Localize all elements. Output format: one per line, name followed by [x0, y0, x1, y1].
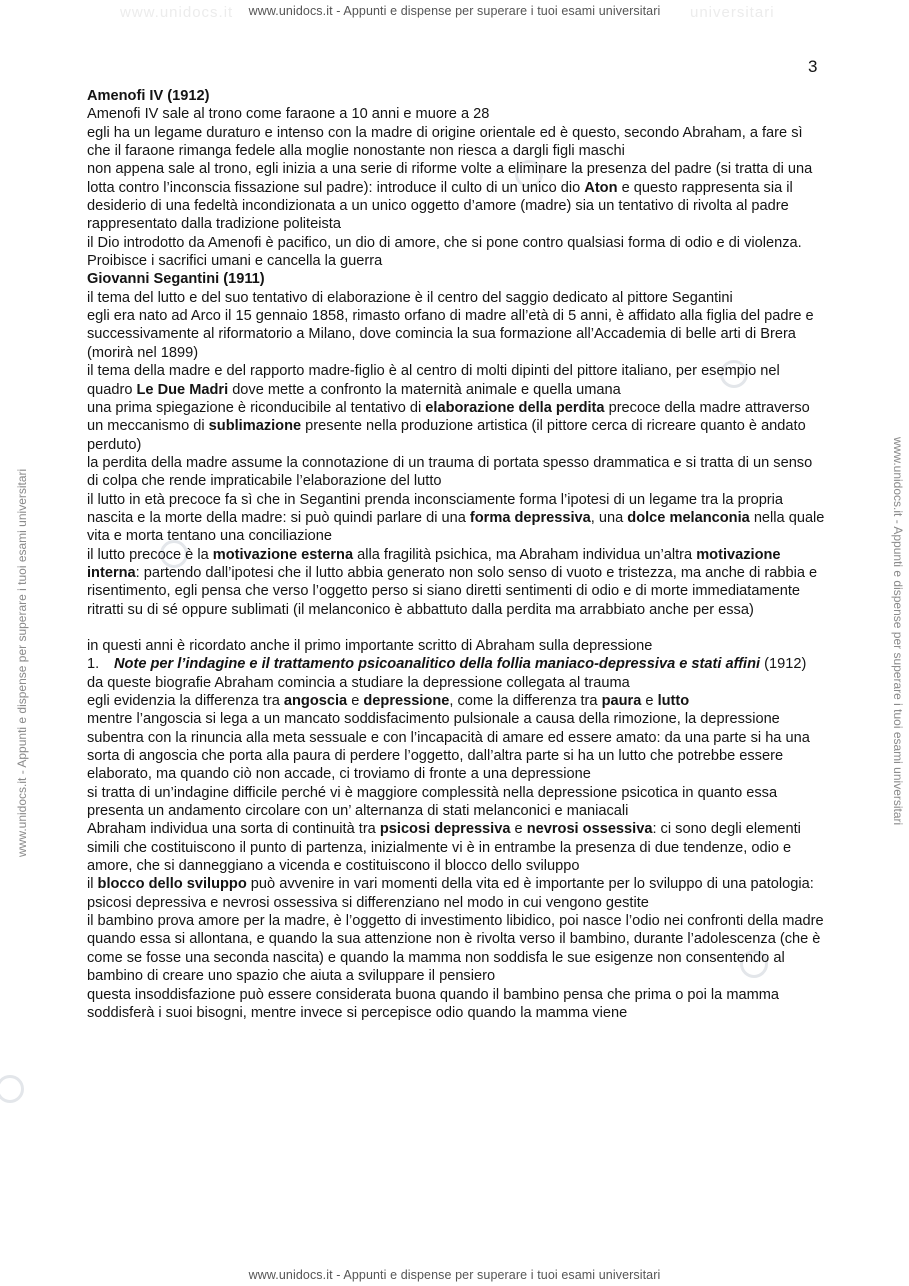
paragraph: egli evidenzia la differenza tra angoscia e depressione, come la differenza tra paura e lutto: [87, 693, 690, 709]
paragraph: mentre l’angoscia si lega a un mancato soddisfacimento pulsionale a causa della rimozione, la depressione subentra con la rinuncia alla meta sessuale e con l’incapacità di amare ed essere amato: da una parte si ha una sorta di angoscia che porta alla paura di perdere l’oggetto, dall’altra parte si ha un lutto che potrebbe essere elaborato, ma quando ciò non accade, ci troviamo di fronte a una depressione: [87, 711, 810, 783]
watermark-right-side: www.unidocs.it - Appunti e dispense per superare i tuoi esami universitari: [891, 437, 905, 826]
paragraph: il lutto in età precoce fa sì che in Segantini prenda inconsciamente forma l’ipotesi di un legame tra la propria nascita e la morte della madre: si può quindi parlare di una forma depressiva, una dolce melanconia nella quale vita e morta tentano una conciliazione: [87, 491, 825, 545]
paragraph: il lutto precoce è la motivazione esterna alla fragilità psichica, ma Abraham individua un’altra motivazione interna: partendo dall’ipotesi che il lutto abbia generato non solo senso di vuoto e tristezza, ma anche di rabbia e risentimento, egli pensa che verso l’oggetto perso si siano diretti sentimenti di odio e di morte immediatamente ritratti su di sé oppure sublimati (il melanconico è abbattuto dalla perdita ma arrabbiato anche per essa): [87, 546, 818, 618]
paragraph: da queste biografie Abraham comincia a studiare la depressione collegata al trauma: [87, 674, 630, 691]
paragraph: questa insoddisfazione può essere considerata buona quando il bambino pensa che prima o poi la mamma soddisferà i suoi bisogni, mentre invece si percepisce odio quando la mamma viene: [87, 986, 780, 1021]
watermark-logo-icon: [0, 1075, 24, 1103]
paragraph: la perdita della madre assume la connotazione di un trauma di portata spesso drammatica e si tratta di un senso di colpa che rende impraticabile l’elaborazione del lutto: [87, 454, 813, 490]
paragraph: una prima spiegazione è riconducibile al tentativo di elaborazione della perdita precoce della madre attraverso un meccanismo di sublimazione presente nella produzione artistica (il pittore cerca di ricreare quanto è andato perduto): [87, 399, 810, 453]
section-title: Giovanni Segantini (1911): [87, 271, 265, 288]
watermark-footer: www.unidocs.it - Appunti e dispense per superare i tuoi esami universitari: [248, 1268, 661, 1282]
work-title: Note per l’indagine e il trattamento psicoanalitico della follia maniaco-depressiva e stati affini: [114, 656, 761, 673]
work-year: (1912): [760, 656, 807, 673]
section-title: Amenofi IV (1912): [87, 88, 210, 104]
paragraph: Abraham individua una sorta di continuità tra psicosi depressiva e nevrosi ossessiva: ci sono degli elementi simili che costituiscono il punto di partenza, inizialmente vi è in entrambe la presenza di due tendenze, odio e amore, che si danneggiano a vicenda e costituiscono il blocco dello sviluppo: [87, 821, 801, 875]
paragraph: si tratta di un’indagine difficile perché vi è maggiore complessità nella depressione psicotica in quanto essa presenta un andamento circolare con un’ alternanza di stati melanconici e maniacali: [87, 784, 778, 820]
document-body: [87, 87, 827, 1022]
paragraph: il Dio introdotto da Amenofi è pacifico, un dio di amore, che si pone contro qualsiasi forma di odio e di violenza. Proibisce i sacrifici umani e cancella la guerra: [87, 234, 802, 270]
paragraph: il tema del lutto e del suo tentativo di elaborazione è il centro del saggio dedicato al pittore Segantini: [87, 289, 733, 306]
watermark-ghost-right: universitari: [690, 4, 775, 21]
paragraph: Amenofi IV sale al trono come faraone a 10 anni e muore a 28: [87, 106, 490, 123]
paragraph: non appena sale al trono, egli inizia a una serie di riforme volte a eliminare la presenza del padre (si tratta di una lotta contro l’inconscia fissazione sul padre): introduce il culto di un unico dio Aton e questo rappresenta sia il desiderio di una fedeltà incondizionata a un unico oggetto d’amore (madre) sia un tentativo di rivolta al padre rappresentato dalla tradizione politeista: [87, 161, 813, 233]
paragraph: egli era nato ad Arco il 15 gennaio 1858, rimasto orfano di madre all’età di 5 anni, è affidato alla figlia del padre e successivamente al riformatorio a Milano, dove comincia la sua formazione all’Accademia di belle arti di Brera (morirà nel 1899): [87, 308, 814, 361]
watermark-header: www.unidocs.it - Appunti e dispense per superare i tuoi esami universitari: [248, 4, 661, 18]
paragraph: il bambino prova amore per la madre, è l’oggetto di investimento libidico, poi nasce l’odio nei confronti della madre quando essa si allontana, e quando la sua attenzione non è rivolta verso il bambino, durante l’adolescenza (che è come se fosse una seconda nascita) e quando la mamma non soddisfa le sue esigenze non consentendo al bambino di creare uno spazio che aiuta a sviluppare il pensiero: [87, 913, 824, 985]
paragraph: il blocco dello sviluppo può avvenire in vari momenti della vita ed è importante per lo sviluppo di una patologia: psicosi depressiva e nevrosi ossessiva si differenziano nel modo in cui vengono gestite: [87, 876, 814, 911]
list-number: 1.: [87, 656, 100, 673]
page-number: 3: [808, 57, 818, 76]
numbered-list-item: [87, 655, 827, 673]
paragraph: in questi anni è ricordato anche il primo importante scritto di Abraham sulla depressione: [87, 637, 653, 654]
paragraph: il tema della madre e del rapporto madre-figlio è al centro di molti dipinti del pittore italiano, per esempio nel quadro Le Due Madri dove mette a confronto la maternità animale e quella umana: [87, 363, 780, 398]
watermark-left-side: www.unidocs.it - Appunti e dispense per superare i tuoi esami universitari: [15, 468, 29, 857]
watermark-ghost-left: www.unidocs.it: [120, 4, 234, 21]
paragraph: egli ha un legame duraturo e intenso con la madre di origine orientale ed è questo, secondo Abraham, a fare sì che il faraone rimanga fedele alla moglie nonostante non riesca a dargli figli maschi: [87, 124, 803, 160]
